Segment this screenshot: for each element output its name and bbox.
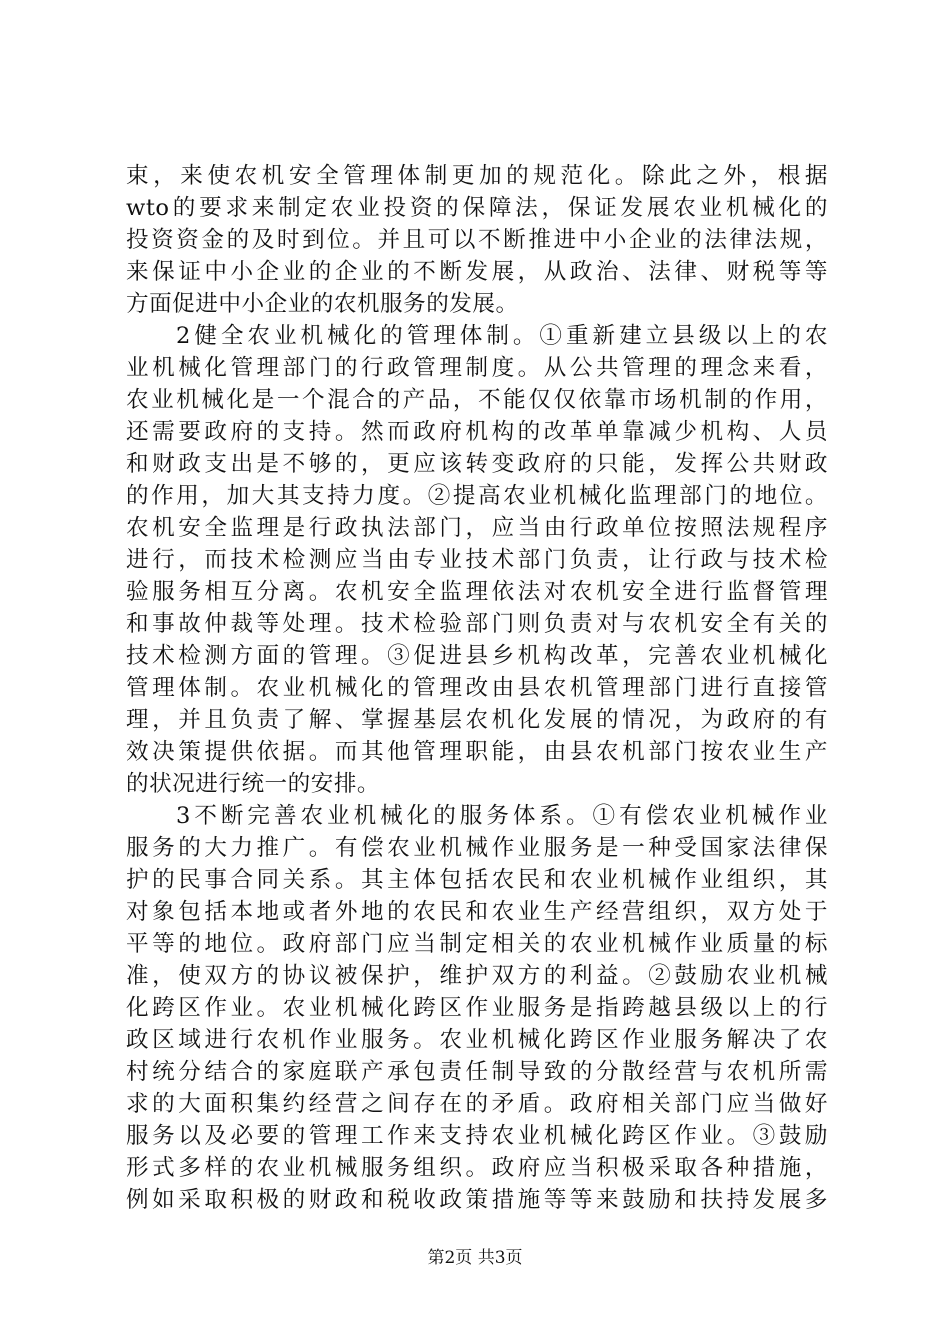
text-line: 束，来使农机安全管理体制更加的规范化。除此之外，根据	[126, 163, 828, 189]
body-text	[126, 160, 828, 1216]
text-line: 还需要政府的支持。然而政府机构的改革单靠减少机构、人员	[126, 419, 828, 445]
text-line: 投资资金的及时到位。并且可以不断推进中小企业的法律法规，	[126, 227, 828, 253]
text-line: 的状况进行统一的安排。	[126, 771, 381, 797]
text-line: 业机械化管理部门的行政管理制度。从公共管理的理念来看，	[126, 355, 828, 381]
text-line: 求的大面积集约经营之间存在的矛盾。政府相关部门应当做好	[126, 1091, 828, 1117]
text-line: 化跨区作业。农业机械化跨区作业服务是指跨越县级以上的行	[126, 995, 828, 1021]
text-line: 来保证中小企业的企业的不断发展，从政治、法律、财税等等	[126, 259, 828, 285]
text-line: 和财政支出是不够的，更应该转变政府的只能，发挥公共财政	[126, 451, 828, 477]
text-line: 方面促进中小企业的农机服务的发展。	[126, 291, 519, 317]
text-line: 服务以及必要的管理工作来支持农业机械化跨区作业。③鼓励	[126, 1123, 828, 1149]
text-line: 村统分结合的家庭联产承包责任制导致的分散经营与农机所需	[126, 1059, 828, 1085]
paragraph-start-line: 3不断完善农业机械化的服务体系。①有偿农业机械作业	[176, 803, 828, 829]
text-line: 的作用，加大其支持力度。②提高农业机械化监理部门的地位。	[126, 483, 828, 509]
text-line: 技术检测方面的管理。③促进县乡机构改革，完善农业机械化	[126, 643, 828, 669]
text-line: 农机安全监理是行政执法部门，应当由行政单位按照法规程序	[126, 515, 828, 541]
text-line: 进行，而技术检测应当由专业技术部门负责，让行政与技术检	[126, 547, 828, 573]
text-line: 平等的地位。政府部门应当制定相关的农业机械作业质量的标	[126, 931, 828, 957]
text-line: 对象包括本地或者外地的农民和农业生产经营组织，双方处于	[126, 899, 828, 925]
text-line: 管理体制。农业机械化的管理改由县农机管理部门进行直接管	[126, 675, 828, 701]
page-footer: 第2页 共3页	[427, 1248, 523, 1268]
text-line: 服务的大力推广。有偿农业机械作业服务是一种受国家法律保	[126, 835, 828, 861]
text-line: 政区域进行农机作业服务。农业机械化跨区作业服务解决了农	[126, 1027, 828, 1053]
text-line: wto的要求来制定农业投资的保障法，保证发展农业机械化的	[126, 195, 828, 221]
text-line: 效决策提供依据。而其他管理职能，由县农机部门按农业生产	[126, 739, 828, 765]
text-line: 形式多样的农业机械服务组织。政府应当积极采取各种措施，	[126, 1155, 828, 1181]
text-line: 理，并且负责了解、掌握基层农机化发展的情况，为政府的有	[126, 707, 828, 733]
text-line: 护的民事合同关系。其主体包括农民和农业机械作业组织，其	[126, 867, 828, 893]
text-line: 和事故仲裁等处理。技术检验部门则负责对与农机安全有关的	[126, 611, 828, 637]
paragraph-start-line: 2健全农业机械化的管理体制。①重新建立县级以上的农	[176, 323, 828, 349]
text-line: 验服务相互分离。农机安全监理依法对农机安全进行监督管理	[126, 579, 828, 605]
text-line: 农业机械化是一个混合的产品，不能仅仅依靠市场机制的作用，	[126, 387, 828, 413]
text-line: 准，使双方的协议被保护，维护双方的利益。②鼓励农业机械	[126, 963, 828, 989]
text-line: 例如采取积极的财政和税收政策措施等等来鼓励和扶持发展多	[126, 1187, 828, 1213]
